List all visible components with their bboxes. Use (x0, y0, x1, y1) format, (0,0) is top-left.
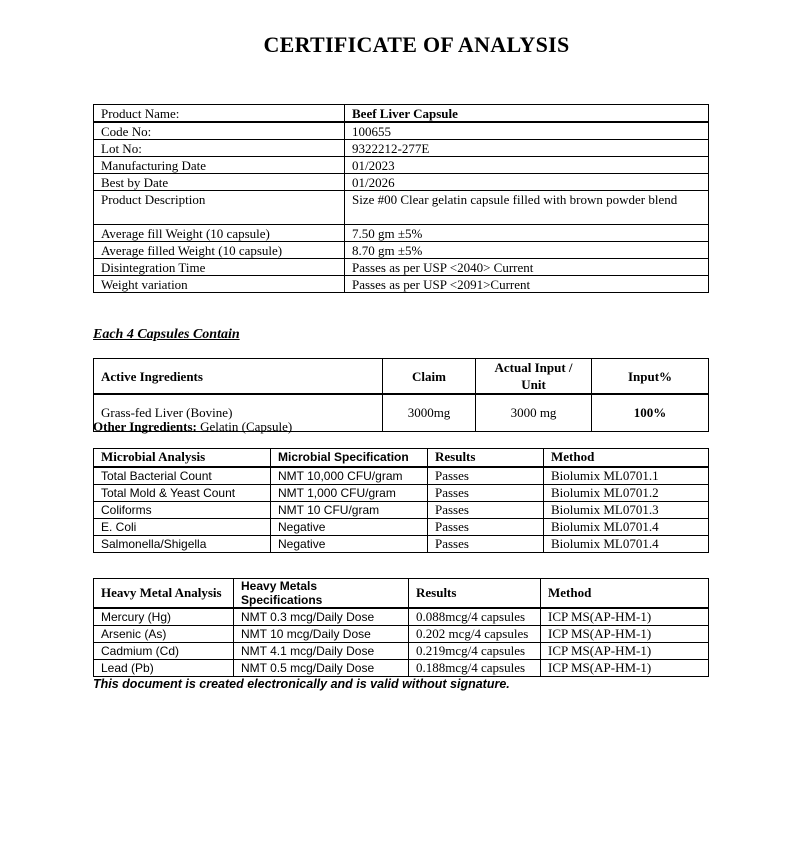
specification: Negative (271, 535, 428, 552)
product-info-table (93, 104, 709, 293)
method: ICP MS(AP-HM-1) (541, 626, 709, 643)
analysis-name: Coliforms (94, 501, 271, 518)
table-row (94, 259, 709, 276)
field-label: Manufacturing Date (94, 157, 345, 174)
column-header: Actual Input / Unit (476, 359, 592, 395)
column-header: Microbial Specification (271, 449, 428, 467)
ingredient-input-pct: 100% (592, 394, 709, 431)
result: Passes (428, 484, 544, 501)
column-header: Active Ingredients (94, 359, 383, 395)
field-label: Lot No: (94, 140, 345, 157)
table-row (94, 643, 709, 660)
field-label: Code No: (94, 122, 345, 140)
table-header-row (94, 579, 709, 609)
specification: NMT 10,000 CFU/gram (271, 467, 428, 485)
analysis-name: Salmonella/Shigella (94, 535, 271, 552)
method: Biolumix ML0701.4 (544, 518, 709, 535)
column-header: Results (428, 449, 544, 467)
column-header: Claim (383, 359, 476, 395)
field-label: Product Description (94, 191, 345, 225)
table-header-row (94, 449, 709, 467)
field-value: Size #00 Clear gelatin capsule filled with brown powder blend (345, 191, 709, 225)
ingredient-name: Grass-fed Liver (Bovine) (94, 394, 383, 431)
field-label: Disintegration Time (94, 259, 345, 276)
heavy-metal-analysis-table (93, 578, 709, 677)
specification: NMT 10 CFU/gram (271, 501, 428, 518)
table-header-row (94, 359, 709, 395)
specification: Negative (271, 518, 428, 535)
field-value: Passes as per USP <2091>Current (345, 276, 709, 293)
analysis-name: Mercury (Hg) (94, 608, 234, 626)
column-header: Method (541, 579, 709, 609)
analysis-name: Lead (Pb) (94, 660, 234, 677)
method: ICP MS(AP-HM-1) (541, 643, 709, 660)
specification: NMT 4.1 mcg/Daily Dose (234, 643, 409, 660)
table-row (94, 484, 709, 501)
table-row (94, 174, 709, 191)
analysis-name: Total Bacterial Count (94, 467, 271, 485)
field-label: Best by Date (94, 174, 345, 191)
result: 0.219mcg/4 capsules (409, 643, 541, 660)
result: 0.088mcg/4 capsules (409, 608, 541, 626)
analysis-name: E. Coli (94, 518, 271, 535)
table-row (94, 105, 709, 123)
column-header: Method (544, 449, 709, 467)
section-heading: Each 4 Capsules Contain (93, 327, 240, 342)
table-row (94, 535, 709, 552)
field-value: 100655 (345, 122, 709, 140)
field-value: Beef Liver Capsule (345, 105, 709, 123)
ingredient-claim: 3000mg (383, 394, 476, 431)
analysis-name: Arsenic (As) (94, 626, 234, 643)
column-header: Heavy Metal Analysis (94, 579, 234, 609)
microbial-analysis-table (93, 448, 709, 553)
field-value: 8.70 gm ±5% (345, 242, 709, 259)
table-row (94, 467, 709, 485)
table-row (94, 191, 709, 225)
method: Biolumix ML0701.4 (544, 535, 709, 552)
field-value: Passes as per USP <2040> Current (345, 259, 709, 276)
analysis-name: Total Mold & Yeast Count (94, 484, 271, 501)
field-label: Average fill Weight (10 capsule) (94, 225, 345, 242)
table-row (94, 276, 709, 293)
table-row (94, 242, 709, 259)
specification: NMT 0.5 mcg/Daily Dose (234, 660, 409, 677)
other-ingredients-value: Gelatin (Capsule) (200, 419, 293, 434)
ingredient-actual-input: 3000 mg (476, 394, 592, 431)
field-value: 01/2026 (345, 174, 709, 191)
page-title: CERTIFICATE OF ANALYSIS (263, 32, 570, 57)
table-row (94, 140, 709, 157)
other-ingredients-label: Other Ingredients: (93, 419, 197, 434)
footer-note: This document is created electronically and is valid without signature. (93, 677, 510, 691)
column-header: Input% (592, 359, 709, 395)
table-row (94, 157, 709, 174)
method: Biolumix ML0701.1 (544, 467, 709, 485)
table-row (94, 660, 709, 677)
table-row (94, 501, 709, 518)
column-header: Microbial Analysis (94, 449, 271, 467)
analysis-name: Cadmium (Cd) (94, 643, 234, 660)
other-ingredients-line (93, 419, 292, 435)
field-label: Average filled Weight (10 capsule) (94, 242, 345, 259)
field-label: Product Name: (94, 105, 345, 123)
specification: NMT 0.3 mcg/Daily Dose (234, 608, 409, 626)
specification: NMT 10 mcg/Daily Dose (234, 626, 409, 643)
result: 0.202 mcg/4 capsules (409, 626, 541, 643)
specification: NMT 1,000 CFU/gram (271, 484, 428, 501)
method: Biolumix ML0701.2 (544, 484, 709, 501)
result: Passes (428, 518, 544, 535)
method: ICP MS(AP-HM-1) (541, 608, 709, 626)
table-row (94, 122, 709, 140)
result: Passes (428, 467, 544, 485)
method: ICP MS(AP-HM-1) (541, 660, 709, 677)
field-value: 01/2023 (345, 157, 709, 174)
result: Passes (428, 501, 544, 518)
column-header: Results (409, 579, 541, 609)
result: Passes (428, 535, 544, 552)
column-header: Heavy Metals Specifications (234, 579, 409, 609)
result: 0.188mcg/4 capsules (409, 660, 541, 677)
table-row (94, 518, 709, 535)
table-row (94, 626, 709, 643)
method: Biolumix ML0701.3 (544, 501, 709, 518)
field-label: Weight variation (94, 276, 345, 293)
field-value: 7.50 gm ±5% (345, 225, 709, 242)
table-row (94, 608, 709, 626)
table-row (94, 225, 709, 242)
field-value: 9322212-277E (345, 140, 709, 157)
